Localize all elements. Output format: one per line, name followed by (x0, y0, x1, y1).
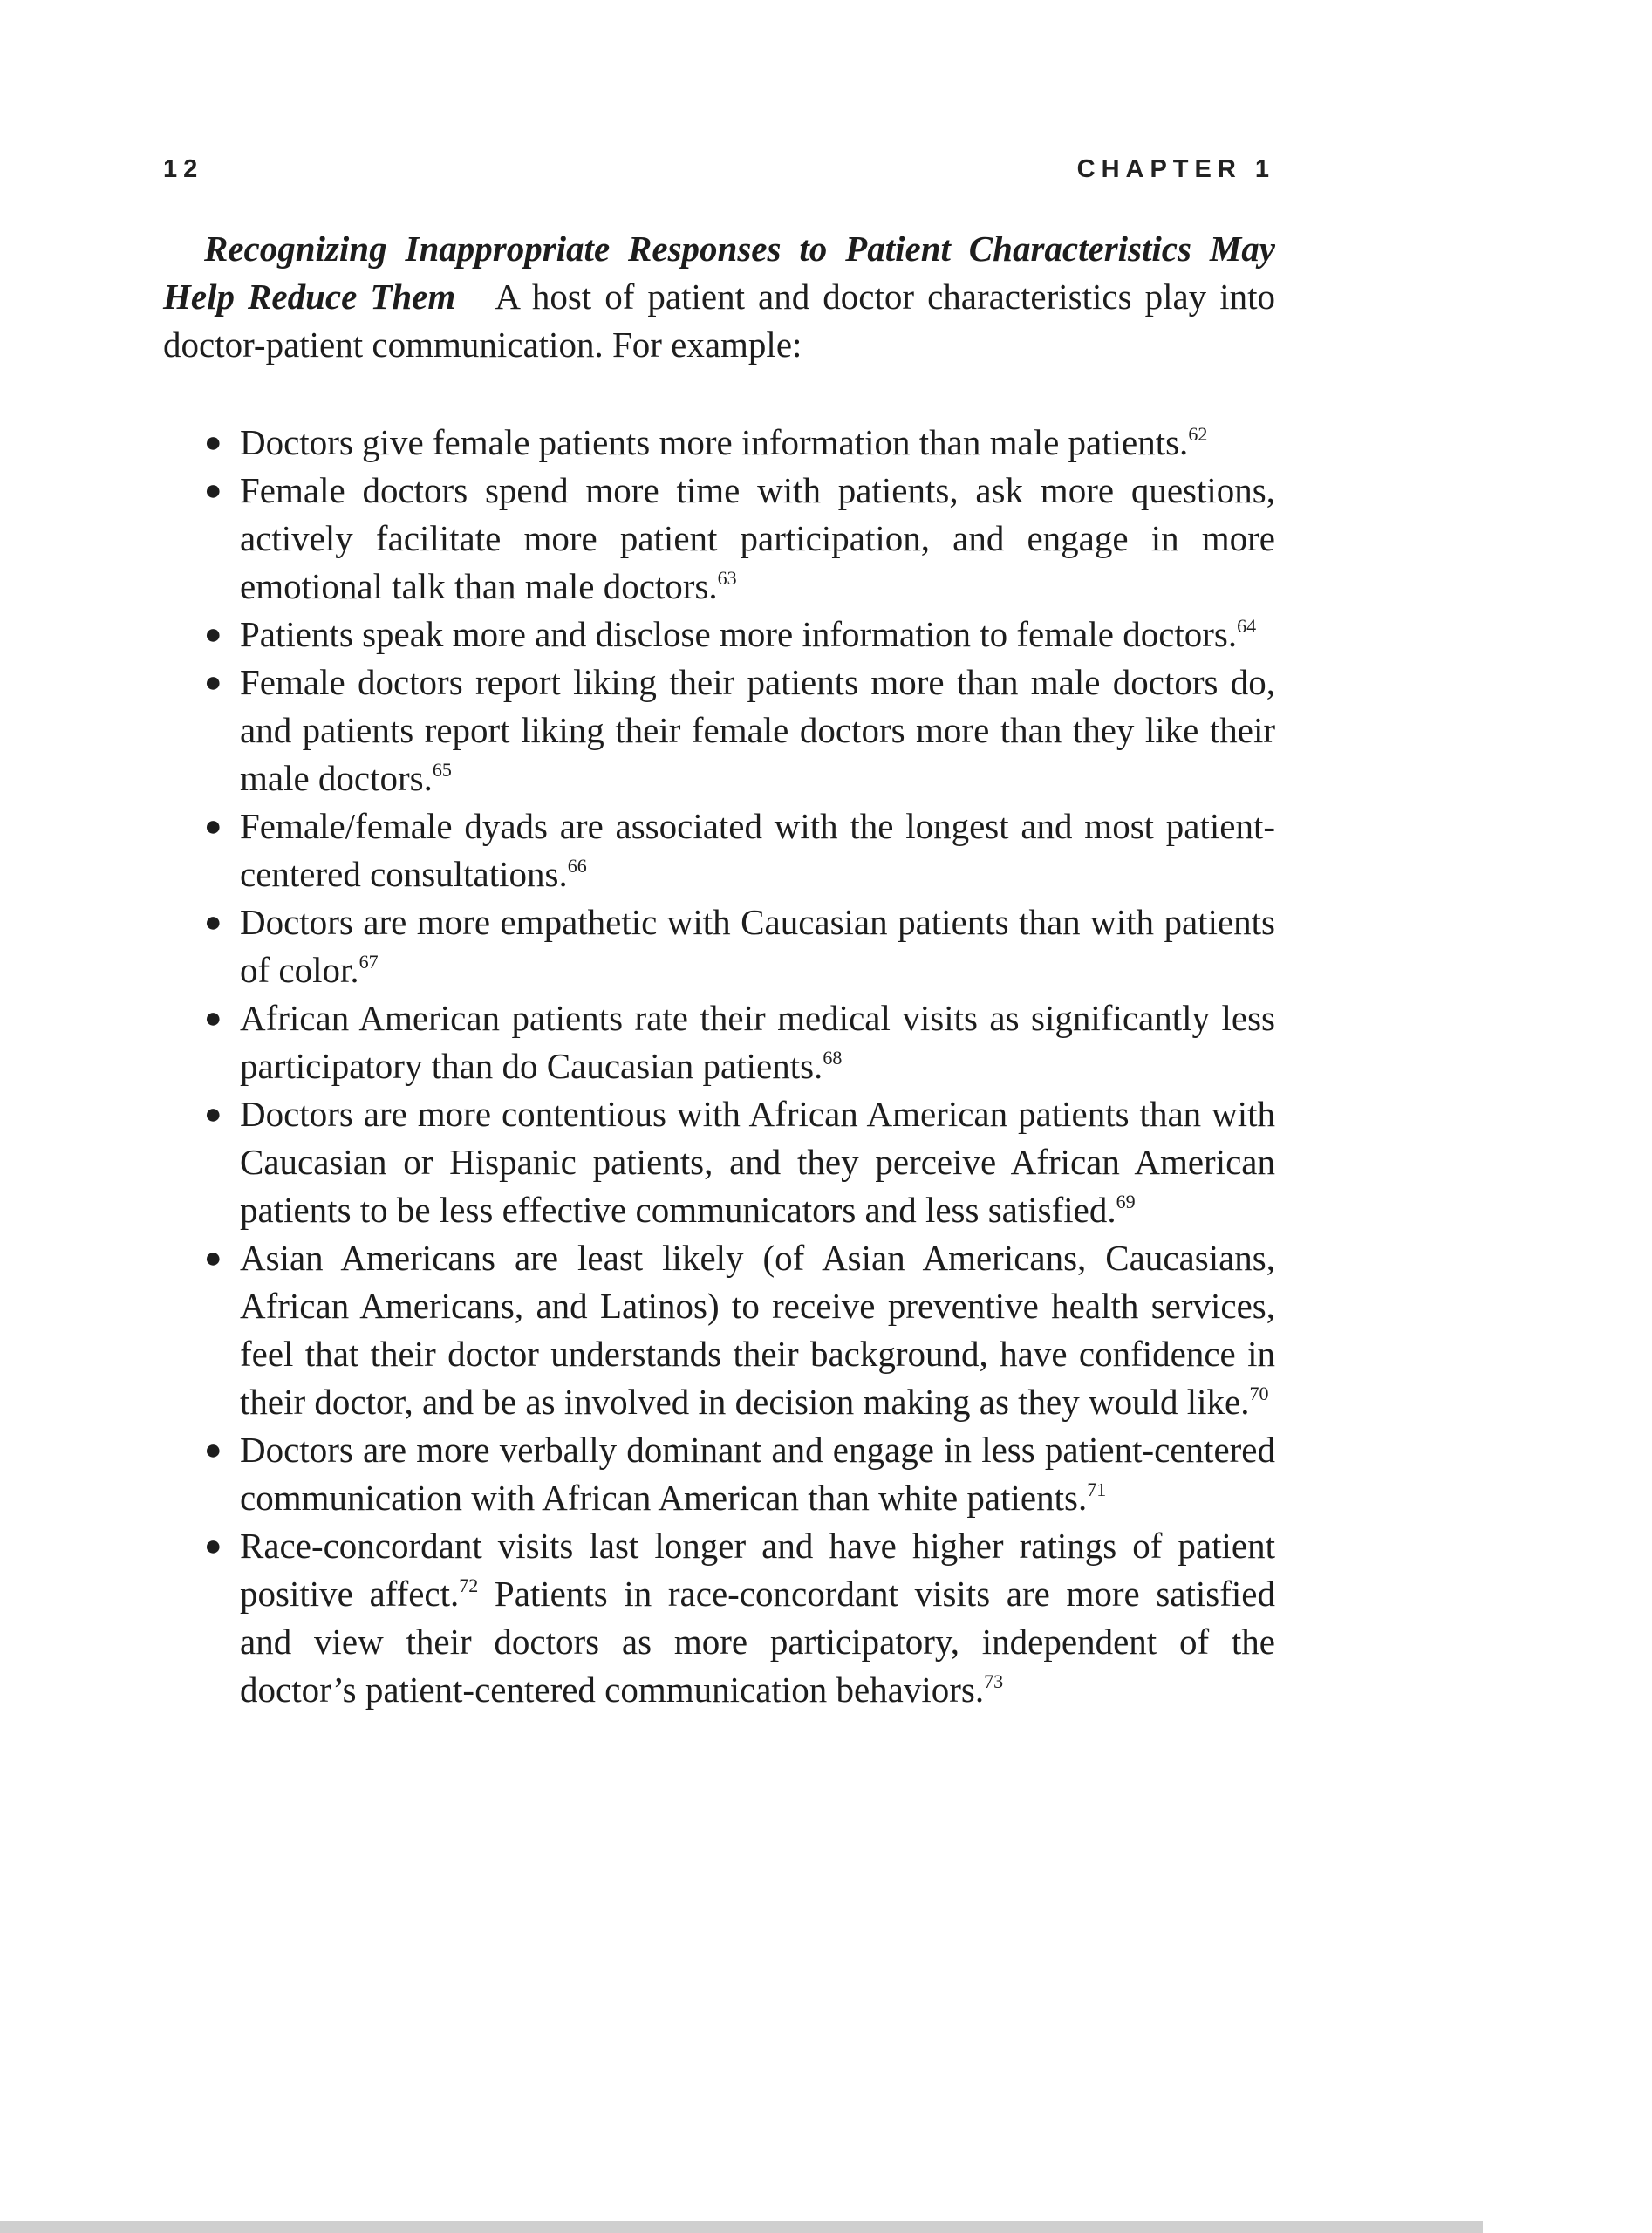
list-item-text: Asian Americans are least likely (of Asian Americans, Caucasians, African Americans, and Latinos) to receive preventive health services, feel that their doctor understands their background, have confidence in their doctor, and be as involved in decision making as they would like. (240, 1238, 1275, 1422)
list-item-text-continued: Patients in race-concordant visits are more satisfied and view their doctors as more participatory, independent of the doctor’s patient-centered communication behaviors. (240, 1574, 1275, 1710)
run-in-heading: Recognizing Inappropriate Responses to Patient Characteristics May Help Reduce Them (163, 229, 1275, 317)
list-item-text: Female/female dyads are associated with the longest and most patient-centered consultations. (240, 806, 1275, 894)
page-number: 12 (163, 155, 204, 183)
list-item (163, 611, 1275, 659)
endnote-ref: 68 (823, 1047, 843, 1069)
list-item (163, 898, 1275, 994)
list-item (163, 659, 1275, 802)
intro-paragraph (163, 225, 1275, 369)
bullet-icon: ● (204, 1098, 222, 1130)
bullet-icon: ● (204, 427, 222, 459)
list-item-text: African American patients rate their medical visits as significantly less participatory than do Caucasian patients. (240, 998, 1275, 1086)
endnote-ref: 69 (1116, 1191, 1136, 1212)
list-item (163, 1426, 1275, 1522)
endnote-ref: 73 (984, 1670, 1004, 1692)
running-head: CHAPTER 1 (1076, 155, 1275, 183)
list-item-text: Doctors are more empathetic with Caucasian patients than with patients of color. (240, 902, 1275, 990)
endnote-ref: 64 (1237, 615, 1257, 637)
list-item (163, 802, 1275, 898)
bullet-icon: ● (204, 1002, 222, 1035)
endnote-ref: 71 (1087, 1478, 1107, 1500)
list-item (163, 467, 1275, 611)
bullet-icon: ● (204, 618, 222, 651)
scan-edge-bar (0, 2221, 1483, 2233)
bullet-icon: ● (204, 1530, 222, 1562)
endnote-ref: 67 (358, 951, 379, 973)
list-item-text: Doctors give female patients more information than male patients. (240, 422, 1189, 462)
bullet-icon: ● (204, 1434, 222, 1466)
bullet-icon: ● (204, 906, 222, 939)
body-text (163, 225, 1275, 1714)
endnote-ref: 62 (1188, 423, 1208, 445)
list-item-text: Doctors are more verbally dominant and engage in less patient-centered communication with African American than white patients. (240, 1430, 1275, 1518)
list-item-text: Doctors are more contentious with African American patients than with Caucasian or Hispanic patients, and they perceive African American patients to be less effective communicators and less satisfied. (240, 1094, 1275, 1230)
list-item (163, 1522, 1275, 1714)
list-item-text: Female doctors report liking their patients more than male doctors do, and patients report liking their female doctors more than they like their male doctors. (240, 662, 1275, 798)
list-item-text: Race-concordant visits last longer and have higher ratings of patient positive affect. (240, 1526, 1275, 1614)
endnote-ref: 65 (432, 759, 452, 781)
list-item (163, 994, 1275, 1090)
bullet-icon: ● (204, 475, 222, 507)
endnote-ref: 70 (1249, 1383, 1269, 1404)
page-header (163, 155, 1275, 190)
list-item-text: Female doctors spend more time with patients, ask more questions, actively facilitate more patient participation, and engage in more emotional talk than male doctors. (240, 470, 1275, 606)
list-item (163, 1090, 1275, 1234)
endnote-ref: 72 (459, 1574, 479, 1596)
list-item (163, 419, 1275, 467)
endnote-ref: 63 (717, 567, 737, 589)
intro-text: A host of patient and doctor characteristics play into doctor-patient communication. For example: (163, 277, 1276, 365)
bullet-icon: ● (204, 666, 222, 699)
list-item (163, 1234, 1275, 1426)
bullet-icon: ● (204, 810, 222, 843)
endnote-ref: 66 (567, 855, 587, 877)
list-item-text: Patients speak more and disclose more information to female doctors. (240, 614, 1238, 654)
bullet-icon: ● (204, 1242, 222, 1274)
bullet-list (163, 419, 1275, 1714)
